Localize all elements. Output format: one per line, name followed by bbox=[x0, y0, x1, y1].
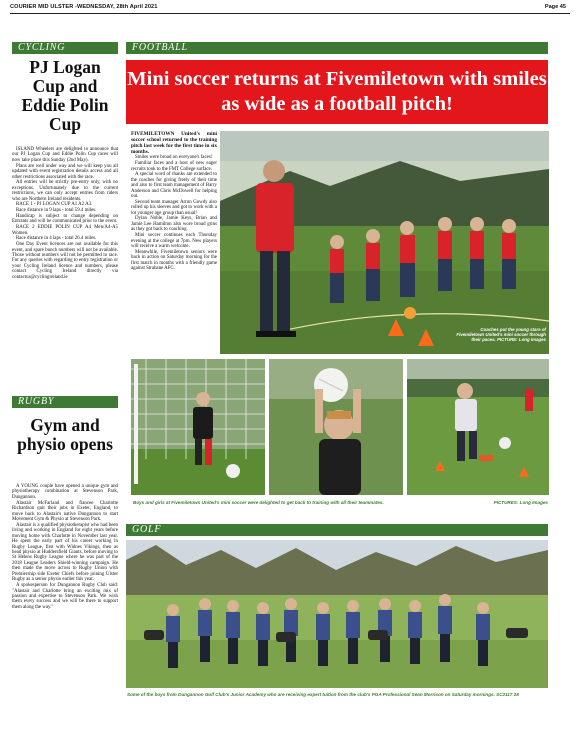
golf-caption: Some of the boys from Dungannon Golf Club's Junior Academy who are receiving expert tuition from the club's PGA Professional Sean Morrison on Saturday mornings. SC2117 28 bbox=[127, 692, 519, 697]
header-rule bbox=[10, 13, 570, 14]
cycling-article bbox=[12, 147, 118, 281]
rugby-headline: Gym and physio opens bbox=[17, 415, 113, 454]
article-lead: FIVEMILETOWN United's mini soccer school returned to the training pitch last week for the first time in six months. bbox=[131, 131, 217, 155]
article-paragraph: All entries will be strictly pre-entry only, with no exceptions. Unfortunately due to the current restrictions, we can only accept entries from riders who are Northern Ireland residents. bbox=[12, 180, 118, 202]
article-paragraph: Plans are well under way and we will keep you all updated with event registration details access and all other restrictions associated with the race. bbox=[12, 163, 118, 180]
cycling-headline: PJ Logan Cup and Eddie Polin Cup bbox=[21, 57, 109, 134]
section-bar-football: FOOTBALL bbox=[126, 42, 548, 54]
article-paragraph: A YOUNG couple have opened a unique gym and physiotherapy combination at Stevenson Park, Dungannon. bbox=[12, 484, 118, 500]
child-with-ball-photo bbox=[269, 359, 403, 495]
rugby-article bbox=[12, 484, 118, 611]
page-number: Page 45 bbox=[544, 4, 566, 10]
article-paragraph: RACE 2 EDDIE POLIN CUP A4 Men/A4-A5 Women. bbox=[12, 225, 118, 236]
article-paragraph: Familiar faces and a host of new eager recruits took to the FMT College surface. bbox=[131, 161, 217, 172]
football-article bbox=[131, 131, 217, 272]
golf-group-photo bbox=[126, 540, 548, 688]
main-photo-caption: Coaches put the young stars of Fivemiletown United's mini soccer through their paces. PICTURE: Long Images bbox=[456, 327, 546, 343]
article-paragraph: Smiles were broad on everyone's faces! bbox=[135, 155, 213, 161]
article-paragraph: Mini soccer continues each Thursday evening at the college at 7pm. New players will receive a warm welcome. bbox=[131, 233, 217, 250]
football-main-photo bbox=[220, 131, 549, 354]
article-paragraph: ISLAND Wheelers are delighted to announce that our PJ Logan Cup and Eddie Polin Cup races will now take place this Sunday (2nd May). bbox=[12, 147, 118, 163]
section-bar-golf: GOLF bbox=[126, 524, 548, 536]
newspaper-title: COURIER MID ULSTER -WEDNESDAY, 28th April 2021 bbox=[10, 4, 158, 10]
strip-caption: Boys and girls at Fivemiletown United's mini soccer were delighted to get back to training with all their teammates. bbox=[133, 500, 384, 505]
football-headline-banner: Mini soccer returns at Fivemiletown with smiles as wide as a football pitch! bbox=[126, 60, 548, 124]
article-paragraph: A spokesperson for Dungannon Rugby Club said: "Alastair and Charlotte bring an exciting mix of passion and expertise to Stevenson Park. We wish them every success and we will be there to support them along the way." bbox=[12, 583, 118, 610]
article-paragraph: Second team manager Arron Gowdy also rolled up his sleeves and got to work with a lot younger age group than usual! bbox=[131, 199, 217, 216]
article-paragraph: Handicap is subject to change depending on Entrants and will be communicated prior to the event. bbox=[12, 213, 118, 225]
article-paragraph: Race distance in 4 laps - total 26.4 miles. bbox=[16, 236, 97, 242]
article-paragraph: Alastair McFarland and fiancee Charlotte Richardson quit their jobs in Exeter, England, to move back to Alastair's native Dungannon to start Movement Gym & Physio at Stevenson Park. bbox=[12, 500, 118, 523]
section-bar-rugby: RUGBY bbox=[12, 396, 118, 408]
strip-credit: PICTURES: Long Images bbox=[493, 500, 548, 505]
article-paragraph: RACE 1 - PJ LOGAN CUP A1 A2 A3. bbox=[16, 202, 93, 208]
article-paragraph: One Day Event licences are not available for this event, and spare bunch numbers will not be available. Those without numbers will not be permitted to race. For any queries with regarding to entry registration or your Cycling Ireland licence and numbers, please contact Cycling Ireland directly via contactus@cyclingireland.ie bbox=[12, 242, 118, 280]
article-paragraph: Race distance in 9 laps - total 59.4 miles. bbox=[16, 208, 97, 214]
goalkeeper-photo bbox=[131, 359, 265, 495]
section-bar-cycling: CYCLING bbox=[12, 42, 118, 54]
article-paragraph: Alastair is a qualified physiotherapist who had been living and working in England for eight years before moving home with Charlotte in November last year. He spent the early part of his career working in Rugby League, first with Widnes Vikings, then as head physio at Huddersfield Giants, before moving to St Helens Rugby League where he was part of the 2018 League Leaders Shield-winning campaign. He then made the move across to Rugby Union with Premiership side Exeter Chiefs before joining Ulster Rugby as a senior physio earlier this year. bbox=[12, 522, 118, 583]
child-kicking-photo bbox=[407, 359, 549, 495]
article-paragraph: A special word of thanks are extended to the coaches for giving freely of their time and also to first team management of Barry Anderson and Chris McDowell for helping out. bbox=[131, 172, 217, 200]
article-paragraph: Meanwhile, Fivemiletown seniors were back in action on Saturday morning for the first match in months with a friendly game against Strabane AFC. bbox=[131, 249, 217, 272]
article-paragraph: Dylan Noble, Jamie Keys, Brian and Jamie Lee Hamilton also wore broad grins as they got back to coaching. bbox=[131, 216, 217, 233]
